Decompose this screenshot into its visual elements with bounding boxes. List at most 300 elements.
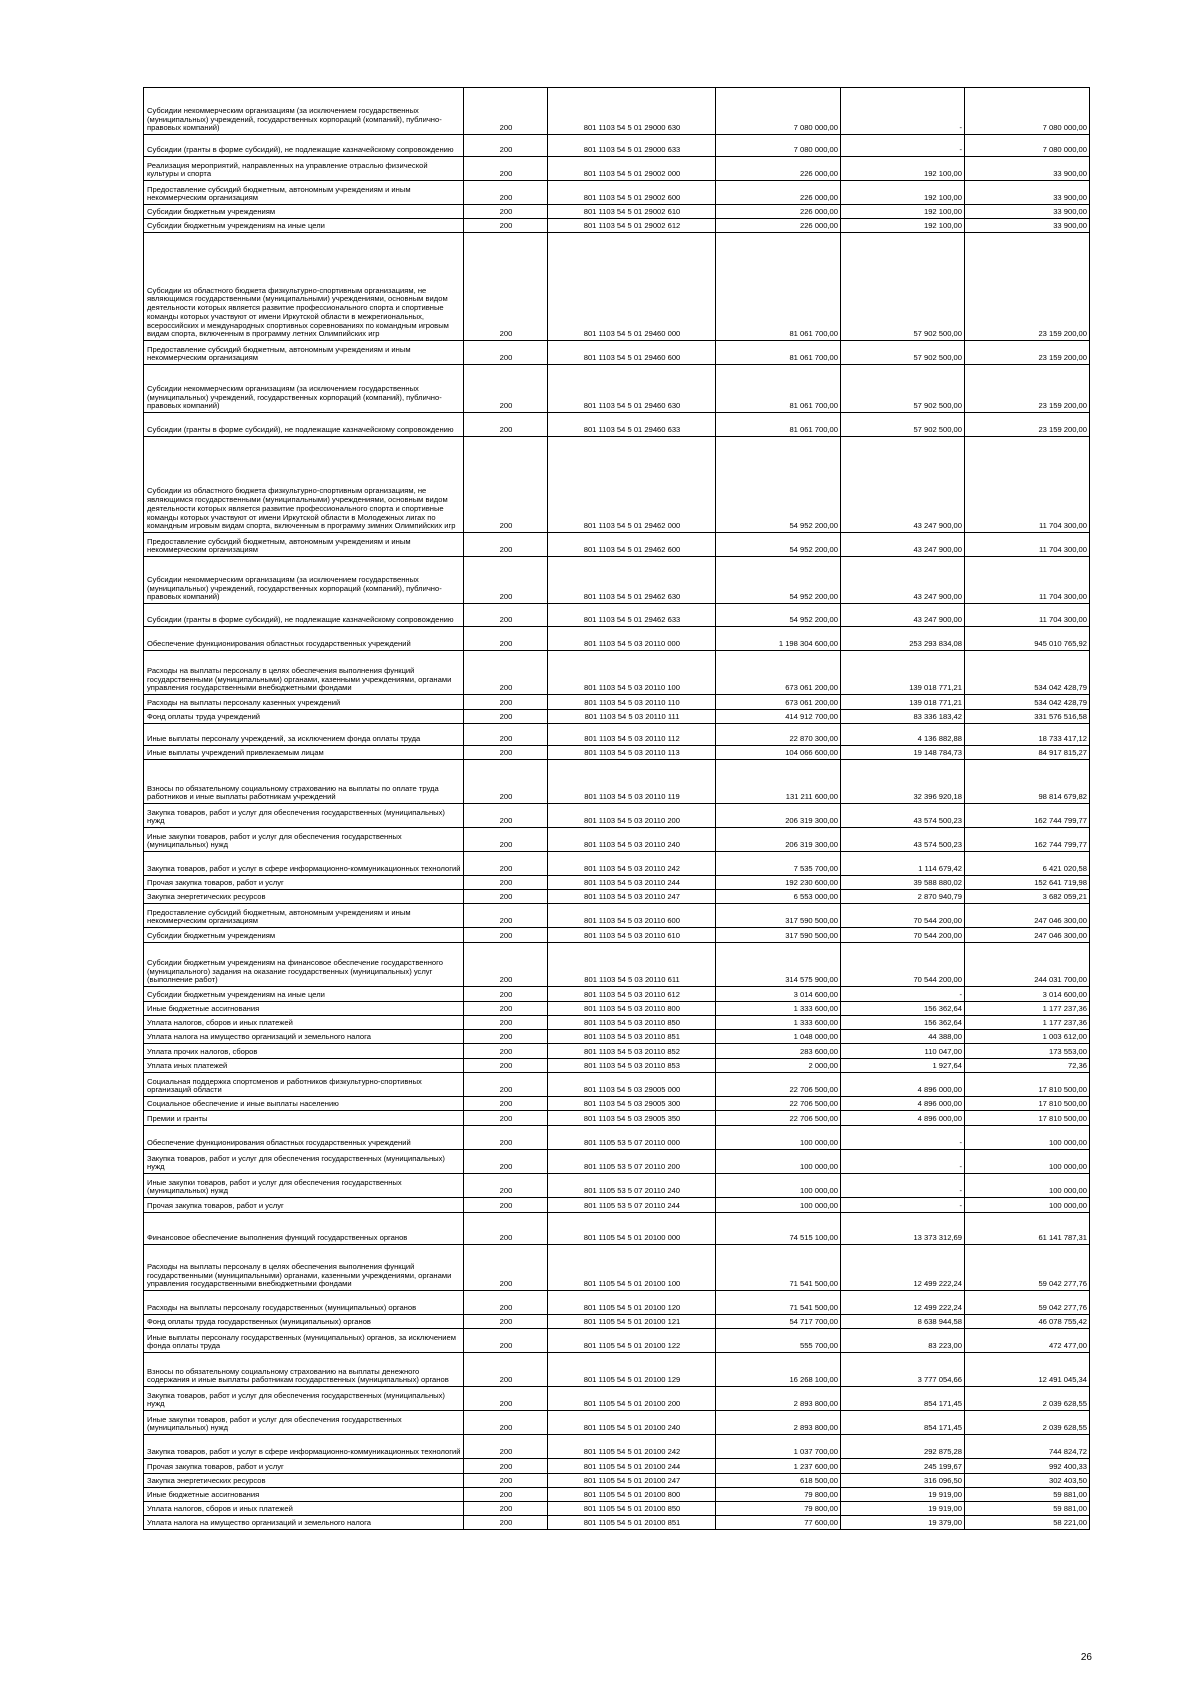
row-code: 200 [464, 365, 548, 413]
row-approved-amount: 2 893 800,00 [716, 1411, 841, 1435]
row-code: 200 [464, 987, 548, 1002]
table-row [144, 1059, 1090, 1073]
row-remaining-amount: 992 400,33 [965, 1459, 1090, 1474]
table-row [144, 1435, 1090, 1459]
row-approved-amount: 54 952 200,00 [716, 437, 841, 533]
row-approved-amount: 2 893 800,00 [716, 1387, 841, 1411]
row-executed-amount: 156 362,64 [841, 1016, 965, 1030]
row-budget-code: 801 1105 54 5 01 20100 129 [548, 1353, 716, 1387]
table-row [144, 695, 1090, 710]
table-row [144, 904, 1090, 928]
row-budget-code: 801 1103 54 5 03 20110 113 [548, 746, 716, 760]
row-executed-amount: 57 902 500,00 [841, 413, 965, 437]
row-approved-amount: 7 535 700,00 [716, 852, 841, 876]
row-name: Фонд оплаты труда учреждений [144, 710, 464, 724]
row-name: Премии и гранты [144, 1111, 464, 1126]
row-name: Субсидии (гранты в форме субсидий), не подлежащие казначейскому сопровождению [144, 413, 464, 437]
table-row [144, 1002, 1090, 1016]
row-executed-amount: 57 902 500,00 [841, 341, 965, 365]
row-remaining-amount: 11 704 300,00 [965, 604, 1090, 627]
row-approved-amount: 104 066 600,00 [716, 746, 841, 760]
row-code: 200 [464, 627, 548, 651]
table-row [144, 88, 1090, 135]
row-remaining-amount: 1 177 237,36 [965, 1002, 1090, 1016]
row-code: 200 [464, 943, 548, 987]
row-approved-amount: 6 553 000,00 [716, 890, 841, 904]
row-approved-amount: 100 000,00 [716, 1198, 841, 1213]
row-executed-amount: 43 247 900,00 [841, 604, 965, 627]
row-code: 200 [464, 135, 548, 157]
row-budget-code: 801 1103 54 5 03 20110 100 [548, 651, 716, 695]
row-remaining-amount: 534 042 428,79 [965, 651, 1090, 695]
row-budget-code: 801 1103 54 5 01 29460 000 [548, 233, 716, 341]
table-row [144, 1387, 1090, 1411]
row-executed-amount: 57 902 500,00 [841, 233, 965, 341]
row-budget-code: 801 1105 53 5 07 20110 244 [548, 1198, 716, 1213]
table-row [144, 533, 1090, 557]
row-executed-amount: 43 574 500,23 [841, 804, 965, 828]
table-row [144, 604, 1090, 627]
table-row [144, 890, 1090, 904]
row-approved-amount: 7 080 000,00 [716, 88, 841, 135]
row-code: 200 [464, 1245, 548, 1291]
row-approved-amount: 206 319 300,00 [716, 804, 841, 828]
row-name: Прочая закупка товаров, работ и услуг [144, 876, 464, 890]
row-name: Уплата налога на имущество организаций и земельного налога [144, 1030, 464, 1044]
row-remaining-amount: 11 704 300,00 [965, 533, 1090, 557]
table-row [144, 1502, 1090, 1516]
row-approved-amount: 1 333 600,00 [716, 1002, 841, 1016]
row-name: Субсидии из областного бюджета физкультурно-спортивным организациям, не являющимся государственными (муниципальными) учреждениями, основным видом деятельности которых является развитие профессионального спорта и спортивные команды которых участвуют от имени Иркутской области в межрегиональных, всероссийских и международных спортивных соревнованиях по командным игровым видам спорта, включенным в программу летних Олимпийских игр [144, 233, 464, 341]
row-code: 200 [464, 724, 548, 746]
row-executed-amount: 70 544 200,00 [841, 943, 965, 987]
row-approved-amount: 1 333 600,00 [716, 1016, 841, 1030]
row-approved-amount: 314 575 900,00 [716, 943, 841, 987]
row-budget-code: 801 1103 54 5 03 20110 600 [548, 904, 716, 928]
row-name: Социальная поддержка спортсменов и работников физкультурно-спортивных организаций области [144, 1073, 464, 1097]
row-code: 200 [464, 1353, 548, 1387]
row-approved-amount: 1 037 700,00 [716, 1435, 841, 1459]
row-name: Обеспечение функционирования областных государственных учреждений [144, 1126, 464, 1150]
row-name: Субсидии из областного бюджета физкультурно-спортивным организациям, не являющимся государственными (муниципальными) учреждениями, основным видом деятельности которых является развитие профессионального спорта и спортивные команды которых участвуют от имени Иркутской области в Молодежных лигах по командным игровым видам спорта, включенным в программу зимних Олимпийских игр [144, 437, 464, 533]
row-approved-amount: 100 000,00 [716, 1126, 841, 1150]
row-remaining-amount: 23 159 200,00 [965, 233, 1090, 341]
row-name: Предоставление субсидий бюджетным, автономным учреждениям и иным некоммерческим организациям [144, 341, 464, 365]
row-executed-amount: 12 499 222,24 [841, 1291, 965, 1315]
row-budget-code: 801 1103 54 5 01 29462 633 [548, 604, 716, 627]
row-name: Субсидии некоммерческим организациям (за исключением государственных (муниципальных) учреждений, государственных корпораций (компаний), публично-правовых компаний) [144, 88, 464, 135]
row-code: 200 [464, 904, 548, 928]
row-remaining-amount: 1 177 237,36 [965, 1016, 1090, 1030]
row-remaining-amount: 247 046 300,00 [965, 928, 1090, 943]
row-budget-code: 801 1103 54 5 03 20110 111 [548, 710, 716, 724]
row-executed-amount: - [841, 135, 965, 157]
row-remaining-amount: 3 014 600,00 [965, 987, 1090, 1002]
row-budget-code: 801 1103 54 5 03 20110 853 [548, 1059, 716, 1073]
row-executed-amount: 43 574 500,23 [841, 828, 965, 852]
row-name: Расходы на выплаты персоналу в целях обеспечения выполнения функций государственными (муниципальными) органами, казенными учреждениями, органами управления государственными внебюджетными фондами [144, 651, 464, 695]
row-code: 200 [464, 1111, 548, 1126]
table-row [144, 1174, 1090, 1198]
row-code: 200 [464, 1044, 548, 1059]
row-budget-code: 801 1103 54 5 01 29002 610 [548, 205, 716, 219]
row-code: 200 [464, 928, 548, 943]
row-executed-amount: 13 373 312,69 [841, 1213, 965, 1245]
table-row [144, 1474, 1090, 1488]
row-executed-amount: 43 247 900,00 [841, 557, 965, 604]
row-executed-amount: 83 223,00 [841, 1329, 965, 1353]
row-budget-code: 801 1105 53 5 07 20110 240 [548, 1174, 716, 1198]
row-executed-amount: 4 896 000,00 [841, 1097, 965, 1111]
row-executed-amount: 1 927,64 [841, 1059, 965, 1073]
row-remaining-amount: 59 042 277,76 [965, 1245, 1090, 1291]
row-budget-code: 801 1103 54 5 01 29462 000 [548, 437, 716, 533]
row-approved-amount: 22 870 300,00 [716, 724, 841, 746]
table-row [144, 852, 1090, 876]
row-executed-amount: 854 171,45 [841, 1387, 965, 1411]
row-code: 200 [464, 1488, 548, 1502]
row-remaining-amount: 1 003 612,00 [965, 1030, 1090, 1044]
row-remaining-amount: 173 553,00 [965, 1044, 1090, 1059]
row-code: 200 [464, 890, 548, 904]
row-name: Обеспечение функционирования областных государственных учреждений [144, 627, 464, 651]
row-code: 200 [464, 1502, 548, 1516]
row-remaining-amount: 162 744 799,77 [965, 804, 1090, 828]
row-remaining-amount: 17 810 500,00 [965, 1111, 1090, 1126]
row-executed-amount: 19 919,00 [841, 1488, 965, 1502]
row-name: Иные закупки товаров, работ и услуг для обеспечения государственных (муниципальных) нужд [144, 1174, 464, 1198]
row-remaining-amount: 100 000,00 [965, 1198, 1090, 1213]
row-name: Расходы на выплаты персоналу государственных (муниципальных) органов [144, 1291, 464, 1315]
row-name: Закупка энергетических ресурсов [144, 1474, 464, 1488]
row-name: Расходы на выплаты персоналу в целях обеспечения выполнения функций государственными (муниципальными) органами, казенными учреждениями, органами управления государственными внебюджетными фондами [144, 1245, 464, 1291]
row-code: 200 [464, 1030, 548, 1044]
row-budget-code: 801 1103 54 5 03 20110 000 [548, 627, 716, 651]
row-remaining-amount: 61 141 787,31 [965, 1213, 1090, 1245]
row-budget-code: 801 1103 54 5 03 20110 240 [548, 828, 716, 852]
row-approved-amount: 22 706 500,00 [716, 1111, 841, 1126]
row-code: 200 [464, 1387, 548, 1411]
row-code: 200 [464, 1411, 548, 1435]
row-code: 200 [464, 604, 548, 627]
row-name: Закупка товаров, работ и услуг в сфере информационно-коммуникационных технологий [144, 852, 464, 876]
row-name: Финансовое обеспечение выполнения функций государственных органов [144, 1213, 464, 1245]
row-remaining-amount: 11 704 300,00 [965, 437, 1090, 533]
row-name: Уплата прочих налогов, сборов [144, 1044, 464, 1059]
row-executed-amount: 292 875,28 [841, 1435, 965, 1459]
row-remaining-amount: 331 576 516,58 [965, 710, 1090, 724]
row-name: Закупка товаров, работ и услуг для обеспечения государственных (муниципальных) нужд [144, 1150, 464, 1174]
row-budget-code: 801 1103 54 5 01 29000 630 [548, 88, 716, 135]
row-code: 200 [464, 181, 548, 205]
row-executed-amount: 19 148 784,73 [841, 746, 965, 760]
table-row [144, 1044, 1090, 1059]
row-name: Взносы по обязательному социальному страхованию на выплаты денежного содержания и иные выплаты работникам государственных (муниципальных) органов [144, 1353, 464, 1387]
table-row [144, 1150, 1090, 1174]
table-row [144, 651, 1090, 695]
row-approved-amount: 1 048 000,00 [716, 1030, 841, 1044]
row-name: Иные выплаты персоналу учреждений, за исключением фонда оплаты труда [144, 724, 464, 746]
row-executed-amount: 70 544 200,00 [841, 904, 965, 928]
row-name: Иные закупки товаров, работ и услуг для обеспечения государственных (муниципальных) нужд [144, 1411, 464, 1435]
row-code: 200 [464, 760, 548, 804]
table-row [144, 1030, 1090, 1044]
row-executed-amount: 192 100,00 [841, 219, 965, 233]
table-row [144, 876, 1090, 890]
table-row [144, 1126, 1090, 1150]
row-name: Закупка энергетических ресурсов [144, 890, 464, 904]
row-approved-amount: 79 800,00 [716, 1488, 841, 1502]
table-row [144, 205, 1090, 219]
row-budget-code: 801 1105 54 5 01 20100 200 [548, 1387, 716, 1411]
table-body [144, 88, 1090, 1530]
row-budget-code: 801 1103 54 5 03 20110 119 [548, 760, 716, 804]
row-name: Субсидии (гранты в форме субсидий), не подлежащие казначейскому сопровождению [144, 135, 464, 157]
row-name: Прочая закупка товаров, работ и услуг [144, 1198, 464, 1213]
row-remaining-amount: 945 010 765,92 [965, 627, 1090, 651]
table-row [144, 987, 1090, 1002]
table-row [144, 1213, 1090, 1245]
row-code: 200 [464, 710, 548, 724]
row-name: Субсидии бюджетным учреждениям [144, 205, 464, 219]
row-approved-amount: 673 061 200,00 [716, 695, 841, 710]
row-executed-amount: 4 896 000,00 [841, 1111, 965, 1126]
row-code: 200 [464, 1002, 548, 1016]
row-executed-amount: 3 777 054,66 [841, 1353, 965, 1387]
row-budget-code: 801 1103 54 5 01 29000 633 [548, 135, 716, 157]
row-code: 200 [464, 1459, 548, 1474]
row-remaining-amount: 7 080 000,00 [965, 135, 1090, 157]
row-approved-amount: 555 700,00 [716, 1329, 841, 1353]
row-code: 200 [464, 1097, 548, 1111]
row-code: 200 [464, 341, 548, 365]
row-budget-code: 801 1103 54 5 03 20110 110 [548, 695, 716, 710]
row-executed-amount: 139 018 771,21 [841, 695, 965, 710]
row-code: 200 [464, 1150, 548, 1174]
row-approved-amount: 1 198 304 600,00 [716, 627, 841, 651]
row-remaining-amount: 58 221,00 [965, 1516, 1090, 1530]
row-executed-amount: 32 396 920,18 [841, 760, 965, 804]
row-name: Прочая закупка товаров, работ и услуг [144, 1459, 464, 1474]
row-approved-amount: 16 268 100,00 [716, 1353, 841, 1387]
row-executed-amount: 156 362,64 [841, 1002, 965, 1016]
row-executed-amount: 19 379,00 [841, 1516, 965, 1530]
budget-execution-table [143, 87, 1090, 1530]
row-code: 200 [464, 1516, 548, 1530]
row-approved-amount: 81 061 700,00 [716, 365, 841, 413]
table-row [144, 1353, 1090, 1387]
row-approved-amount: 22 706 500,00 [716, 1073, 841, 1097]
row-budget-code: 801 1103 54 5 01 29002 000 [548, 157, 716, 181]
table-row [144, 365, 1090, 413]
row-approved-amount: 54 952 200,00 [716, 533, 841, 557]
row-budget-code: 801 1103 54 5 03 20110 612 [548, 987, 716, 1002]
row-budget-code: 801 1103 54 5 03 20110 800 [548, 1002, 716, 1016]
table-row [144, 1329, 1090, 1353]
row-code: 200 [464, 1329, 548, 1353]
table-row [144, 710, 1090, 724]
row-code: 200 [464, 157, 548, 181]
table-row [144, 627, 1090, 651]
row-executed-amount: 19 919,00 [841, 1502, 965, 1516]
table-row [144, 1111, 1090, 1126]
row-budget-code: 801 1103 54 5 03 20110 242 [548, 852, 716, 876]
row-code: 200 [464, 413, 548, 437]
row-executed-amount: 139 018 771,21 [841, 651, 965, 695]
row-code: 200 [464, 1174, 548, 1198]
row-name: Предоставление субсидий бюджетным, автономным учреждениям и иным некоммерческим организациям [144, 533, 464, 557]
row-remaining-amount: 23 159 200,00 [965, 341, 1090, 365]
row-approved-amount: 226 000,00 [716, 181, 841, 205]
row-approved-amount: 3 014 600,00 [716, 987, 841, 1002]
row-approved-amount: 54 952 200,00 [716, 604, 841, 627]
row-approved-amount: 100 000,00 [716, 1174, 841, 1198]
row-budget-code: 801 1103 54 5 03 20110 851 [548, 1030, 716, 1044]
row-remaining-amount: 100 000,00 [965, 1126, 1090, 1150]
table-row [144, 943, 1090, 987]
row-remaining-amount: 59 881,00 [965, 1502, 1090, 1516]
row-budget-code: 801 1103 54 5 01 29002 612 [548, 219, 716, 233]
row-executed-amount: 83 336 183,42 [841, 710, 965, 724]
row-budget-code: 801 1105 54 5 01 20100 100 [548, 1245, 716, 1291]
table-row [144, 1411, 1090, 1435]
row-budget-code: 801 1103 54 5 01 29462 630 [548, 557, 716, 604]
row-approved-amount: 81 061 700,00 [716, 413, 841, 437]
row-budget-code: 801 1105 54 5 01 20100 121 [548, 1315, 716, 1329]
row-code: 200 [464, 746, 548, 760]
row-executed-amount: 8 638 944,58 [841, 1315, 965, 1329]
row-remaining-amount: 744 824,72 [965, 1435, 1090, 1459]
row-remaining-amount: 11 704 300,00 [965, 557, 1090, 604]
row-remaining-amount: 162 744 799,77 [965, 828, 1090, 852]
row-remaining-amount: 472 477,00 [965, 1329, 1090, 1353]
row-budget-code: 801 1103 54 5 01 29460 633 [548, 413, 716, 437]
row-approved-amount: 71 541 500,00 [716, 1291, 841, 1315]
row-budget-code: 801 1103 54 5 03 20110 611 [548, 943, 716, 987]
row-executed-amount: 192 100,00 [841, 157, 965, 181]
row-budget-code: 801 1105 54 5 01 20100 122 [548, 1329, 716, 1353]
table-row [144, 1516, 1090, 1530]
row-budget-code: 801 1105 54 5 01 20100 240 [548, 1411, 716, 1435]
row-executed-amount: 245 199,67 [841, 1459, 965, 1474]
row-remaining-amount: 59 042 277,76 [965, 1291, 1090, 1315]
row-remaining-amount: 33 900,00 [965, 205, 1090, 219]
row-remaining-amount: 98 814 679,82 [965, 760, 1090, 804]
table-row [144, 724, 1090, 746]
row-approved-amount: 54 717 700,00 [716, 1315, 841, 1329]
row-executed-amount: - [841, 1174, 965, 1198]
row-remaining-amount: 100 000,00 [965, 1174, 1090, 1198]
table-row [144, 760, 1090, 804]
row-executed-amount: - [841, 88, 965, 135]
row-budget-code: 801 1103 54 5 03 20110 610 [548, 928, 716, 943]
table-row [144, 233, 1090, 341]
row-approved-amount: 226 000,00 [716, 205, 841, 219]
row-name: Взносы по обязательному социальному страхованию на выплаты по оплате труда работников и иные выплаты работникам учреждений [144, 760, 464, 804]
row-approved-amount: 79 800,00 [716, 1502, 841, 1516]
row-executed-amount: 2 870 940,79 [841, 890, 965, 904]
row-approved-amount: 77 600,00 [716, 1516, 841, 1530]
row-name: Предоставление субсидий бюджетным, автономным учреждениям и иным некоммерческим организациям [144, 904, 464, 928]
row-name: Расходы на выплаты персоналу казенных учреждений [144, 695, 464, 710]
row-remaining-amount: 33 900,00 [965, 181, 1090, 205]
row-name: Закупка товаров, работ и услуг в сфере информационно-коммуникационных технологий [144, 1435, 464, 1459]
row-executed-amount: 70 544 200,00 [841, 928, 965, 943]
row-code: 200 [464, 876, 548, 890]
row-executed-amount: 57 902 500,00 [841, 365, 965, 413]
row-name: Социальное обеспечение и иные выплаты населению [144, 1097, 464, 1111]
row-remaining-amount: 46 078 755,42 [965, 1315, 1090, 1329]
row-budget-code: 801 1103 54 5 03 20110 200 [548, 804, 716, 828]
row-code: 200 [464, 533, 548, 557]
row-code: 200 [464, 88, 548, 135]
row-approved-amount: 317 590 500,00 [716, 904, 841, 928]
row-approved-amount: 1 237 600,00 [716, 1459, 841, 1474]
row-budget-code: 801 1105 54 5 01 20100 800 [548, 1488, 716, 1502]
row-remaining-amount: 17 810 500,00 [965, 1073, 1090, 1097]
row-code: 200 [464, 695, 548, 710]
row-executed-amount: 4 896 000,00 [841, 1073, 965, 1097]
row-code: 200 [464, 233, 548, 341]
row-approved-amount: 618 500,00 [716, 1474, 841, 1488]
row-name: Иные бюджетные ассигнования [144, 1002, 464, 1016]
row-code: 200 [464, 828, 548, 852]
row-approved-amount: 7 080 000,00 [716, 135, 841, 157]
table-row [144, 437, 1090, 533]
row-remaining-amount: 244 031 700,00 [965, 943, 1090, 987]
table-row [144, 157, 1090, 181]
row-approved-amount: 673 061 200,00 [716, 651, 841, 695]
row-remaining-amount: 2 039 628,55 [965, 1387, 1090, 1411]
row-code: 200 [464, 557, 548, 604]
row-remaining-amount: 17 810 500,00 [965, 1097, 1090, 1111]
table-row [144, 135, 1090, 157]
table-row [144, 413, 1090, 437]
row-name: Субсидии бюджетным учреждениям на иные цели [144, 219, 464, 233]
row-remaining-amount: 7 080 000,00 [965, 88, 1090, 135]
row-name: Уплата налога на имущество организаций и земельного налога [144, 1516, 464, 1530]
row-remaining-amount: 302 403,50 [965, 1474, 1090, 1488]
row-code: 200 [464, 437, 548, 533]
row-executed-amount: 43 247 900,00 [841, 437, 965, 533]
row-approved-amount: 22 706 500,00 [716, 1097, 841, 1111]
row-budget-code: 801 1105 54 5 01 20100 244 [548, 1459, 716, 1474]
row-budget-code: 801 1103 54 5 01 29002 600 [548, 181, 716, 205]
row-name: Закупка товаров, работ и услуг для обеспечения государственных (муниципальных) нужд [144, 1387, 464, 1411]
row-name: Иные выплаты персоналу государственных (муниципальных) органов, за исключением фонда оплаты труда [144, 1329, 464, 1353]
row-name: Иные бюджетные ассигнования [144, 1488, 464, 1502]
row-approved-amount: 131 211 600,00 [716, 760, 841, 804]
row-code: 200 [464, 651, 548, 695]
table-row [144, 1097, 1090, 1111]
table-row [144, 1315, 1090, 1329]
table-row [144, 828, 1090, 852]
row-name: Иные выплаты учреждений привлекаемым лицам [144, 746, 464, 760]
row-approved-amount: 54 952 200,00 [716, 557, 841, 604]
row-budget-code: 801 1105 54 5 01 20100 247 [548, 1474, 716, 1488]
table-row [144, 341, 1090, 365]
row-budget-code: 801 1105 54 5 01 20100 851 [548, 1516, 716, 1530]
table-row [144, 1488, 1090, 1502]
row-remaining-amount: 247 046 300,00 [965, 904, 1090, 928]
row-executed-amount: 854 171,45 [841, 1411, 965, 1435]
row-executed-amount: 12 499 222,24 [841, 1245, 965, 1291]
row-approved-amount: 192 230 600,00 [716, 876, 841, 890]
row-code: 200 [464, 1016, 548, 1030]
row-executed-amount: 192 100,00 [841, 205, 965, 219]
row-remaining-amount: 3 682 059,21 [965, 890, 1090, 904]
row-code: 200 [464, 804, 548, 828]
